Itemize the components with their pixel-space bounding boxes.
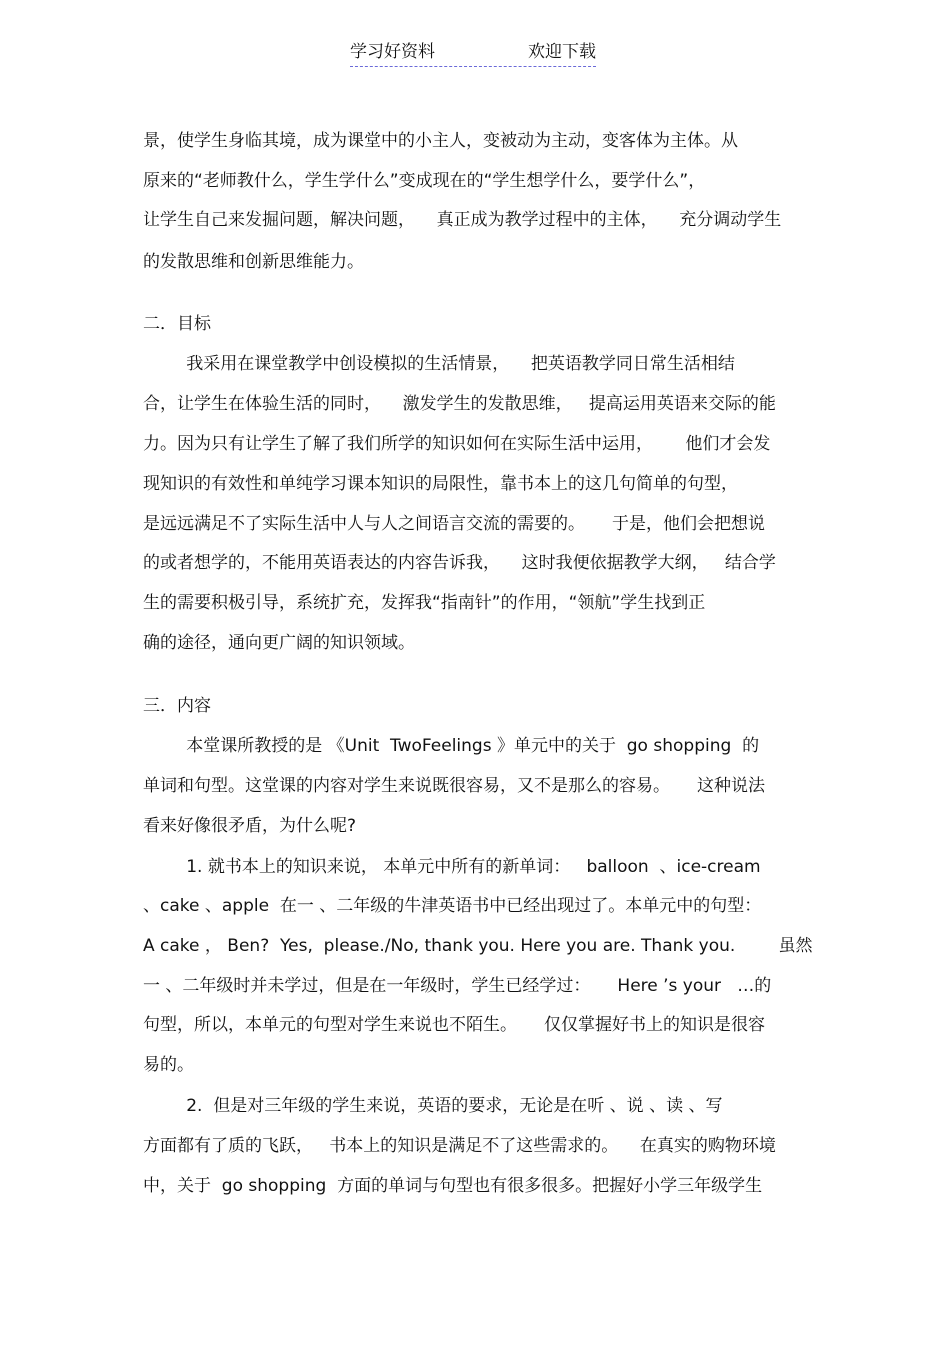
body-text-line: 、cake 、apple 在一 、二年级的牛津英语书中已经出现过了。本单元中的句型： xyxy=(143,896,762,916)
body-text-line: 2. 但是对三年级的学生来说，英语的要求，无论是在听 、说 、读 、写 xyxy=(143,1096,723,1116)
body-text-line: 景，使学生身临其境，成为课堂中的小主人，变被动为主动，变客体为主体。从 xyxy=(143,131,738,151)
body-text-line: 现知识的有效性和单纯学习课本知识的局限性，靠书本上的这几句简单的句型， xyxy=(143,474,738,494)
header-left-text: 学习好资料 xyxy=(350,42,435,62)
body-text-line: 一 、二年级时并未学过，但是在一年级时，学生已经学过： Here ’s your …的 xyxy=(143,976,772,996)
body-text-line: 我采用在课堂教学中创设模拟的生活情景， 把英语教学同日常生活相结 xyxy=(143,354,735,374)
body-text-line: 的发散思维和创新思维能力。 xyxy=(143,252,364,272)
section-heading-content: 三．内容 xyxy=(143,696,211,716)
body-text-line: 原来的“老师教什么，学生学什么”变成现在的“学生想学什么，要学什么”， xyxy=(143,171,706,191)
body-text-line: 方面都有了质的飞跃， 书本上的知识是满足不了这些需求的。 在真实的购物环境 xyxy=(143,1136,776,1156)
body-text-line: 合，让学生在体验生活的同时， 激发学生的发散思维， 提高运用英语来交际的能 xyxy=(143,394,776,414)
body-text-line: 是远远满足不了实际生活中人与人之间语言交流的需要的。 于是，他们会把想说 xyxy=(143,514,766,534)
body-text-line: 中，关于 go shopping 方面的单词与句型也有很多很多。把握好小学三年级学生 xyxy=(143,1176,763,1196)
body-text-line: 本堂课所教授的是 《Unit TwoFeelings 》单元中的关于 go shopping 的 xyxy=(143,736,760,756)
page-header xyxy=(350,40,596,67)
body-text-line: 的或者想学的，不能用英语表达的内容告诉我， 这时我便依据教学大纲， 结合学 xyxy=(143,553,776,573)
header-right-text: 欢迎下载 xyxy=(528,42,596,62)
body-text-line: A cake ， Ben? Yes, please./No, thank you. Here you are. Thank you. 虽然 xyxy=(143,936,813,956)
body-text-line: 确的途径，通向更广阔的知识领域。 xyxy=(143,633,415,653)
body-text-line: 单词和句型。这堂课的内容对学生来说既很容易，又不是那么的容易。 这种说法 xyxy=(143,776,766,796)
body-text-line: 力。因为只有让学生了解了我们所学的知识如何在实际生活中运用， 他们才会发 xyxy=(143,434,771,454)
body-text-line: 生的需要积极引导，系统扩充，发挥我“指南针”的作用，“领航”学生找到正 xyxy=(143,593,706,613)
body-text-line: 句型，所以，本单元的句型对学生来说也不陌生。 仅仅掌握好书上的知识是很容 xyxy=(143,1015,766,1035)
section-heading-goals: 二．目标 xyxy=(143,314,211,334)
body-text-line: 1. 就书本上的知识来说， 本单元中所有的新单词： balloon 、ice-cream xyxy=(143,857,761,877)
body-text-line: 看来好像很矛盾，为什么呢? xyxy=(143,816,357,836)
body-text-line: 易的。 xyxy=(143,1055,194,1075)
body-text-line: 让学生自己来发掘问题，解决问题， 真正成为教学过程中的主体， 充分调动学生 xyxy=(143,210,782,230)
